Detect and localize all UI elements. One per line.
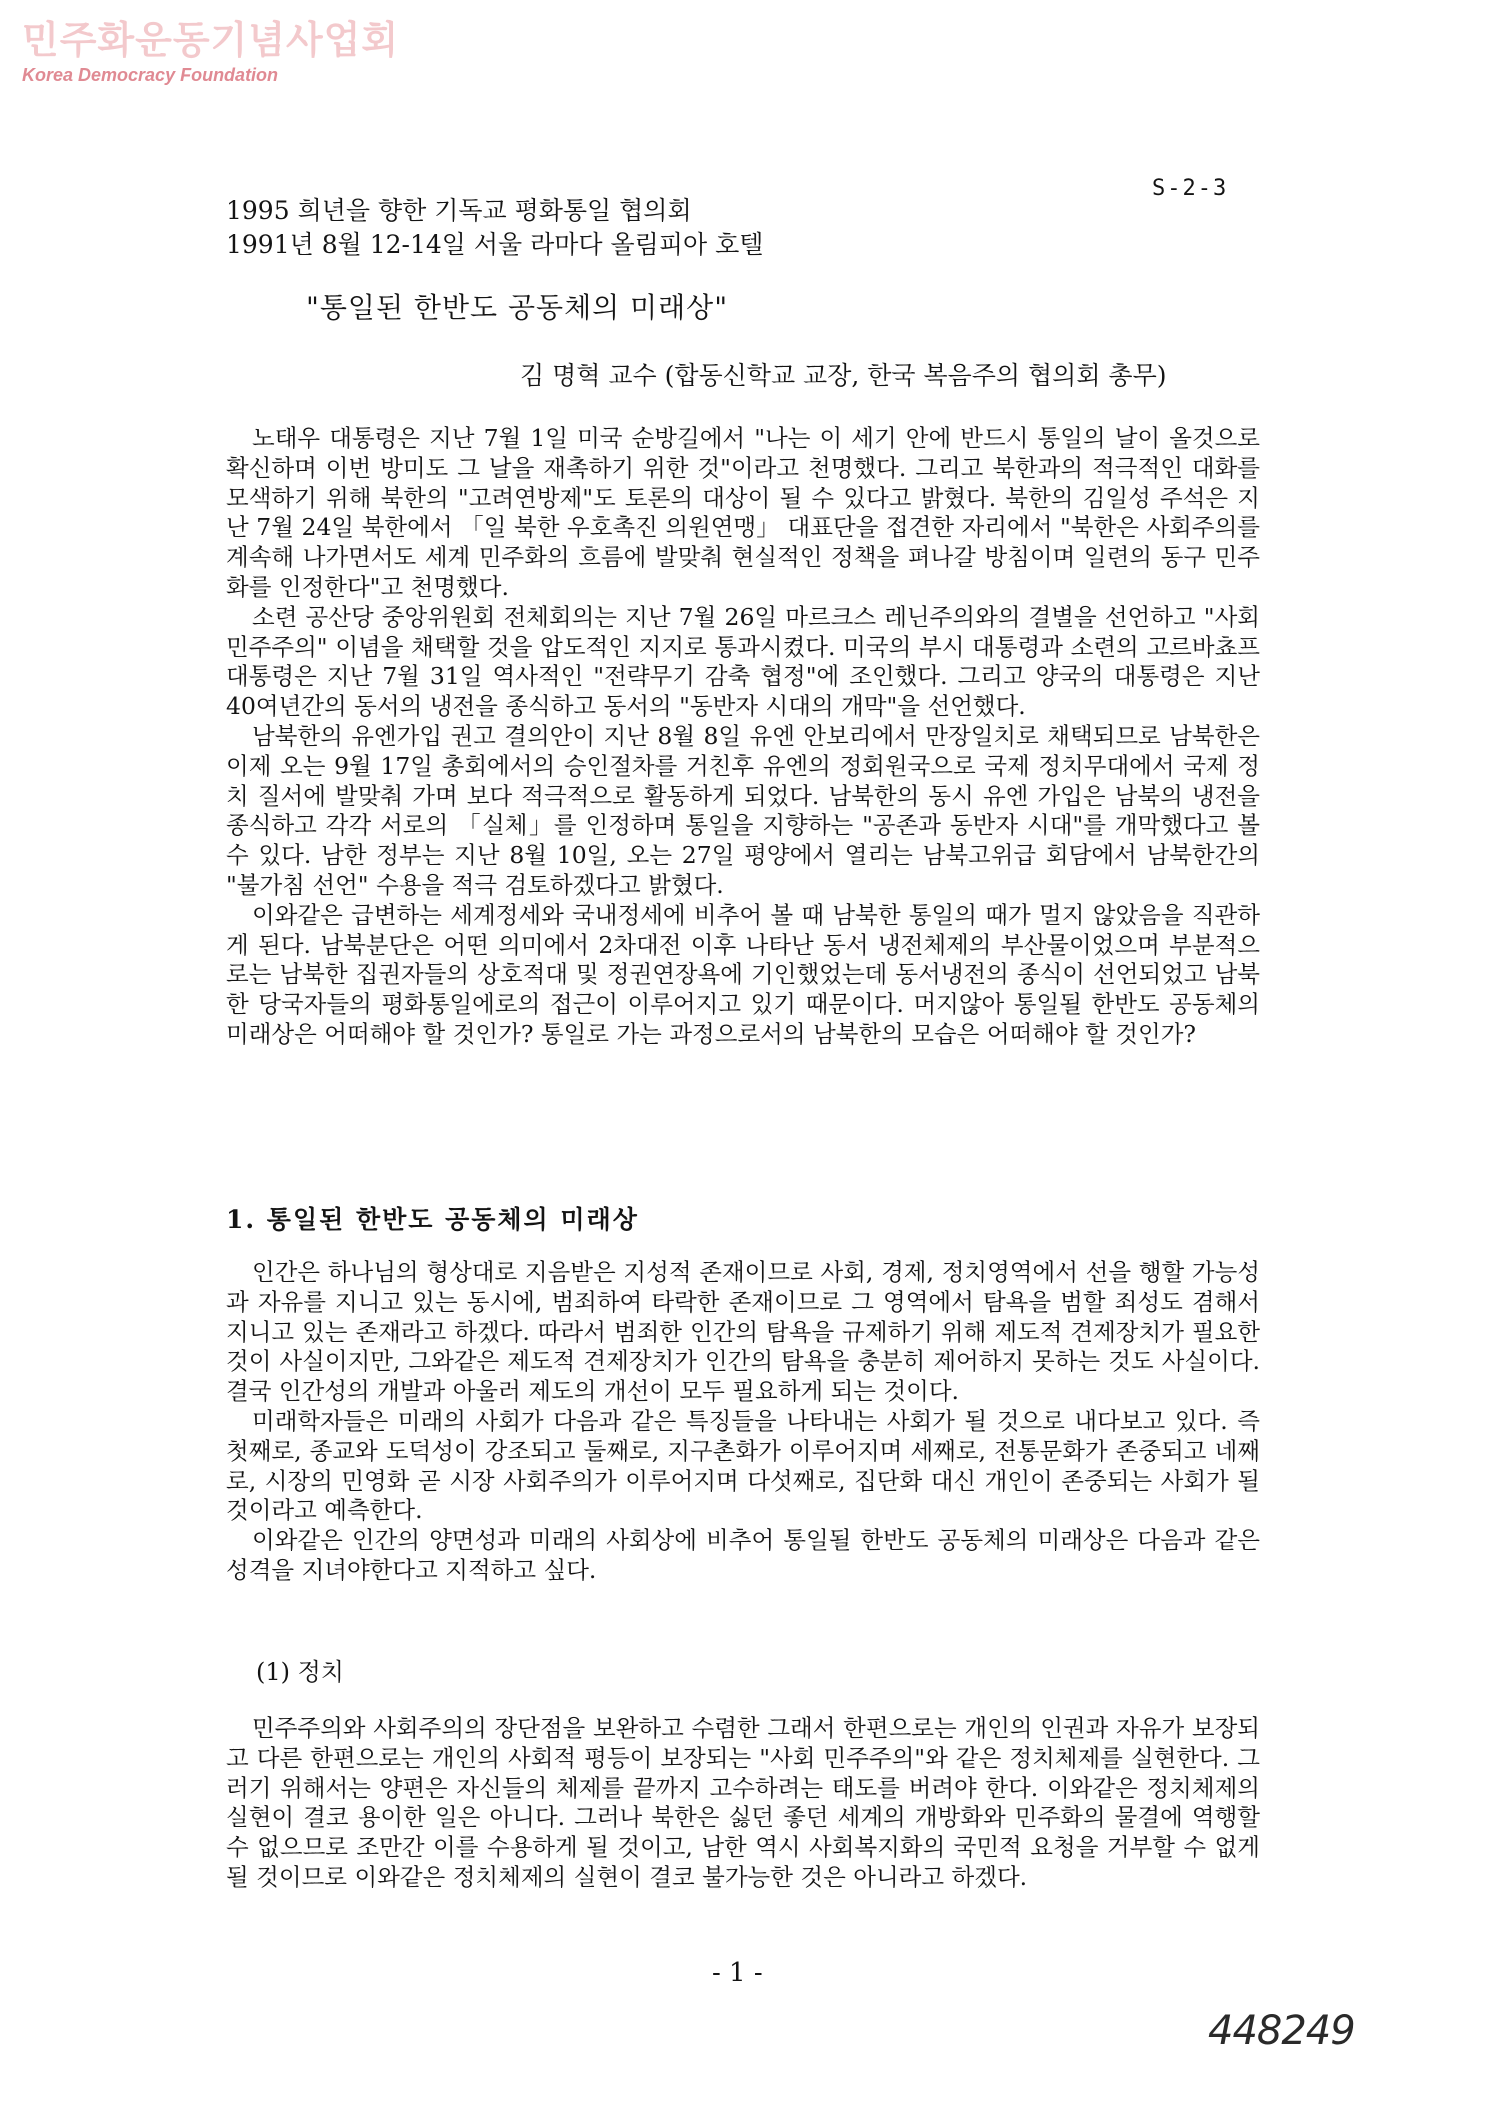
intro-section [226, 424, 1260, 1050]
intro-paragraph: 이와같은 급변하는 세계정세와 국내정세에 비추어 볼 때 남북한 통일의 때가 멀지 않았음을 직관하게 된다. 남북분단은 어떤 의미에서 2차대전 이후 나타난 동서 냉전체제의 부산물이었으며 부분적으로는 남북한 집권자들의 상호적대 및 정권연장욕에 기인했었는데 동서냉전의 종식이 선언되었고 남북한 당국자들의 평화통일에로의 접근이 이루어지고 있기 때문이다. 머지않아 통일될 한반도 공동체의 미래상은 어떠해야 할 것인가? 통일로 가는 과정으로서의 남북한의 모습은 어떠해야 할 것인가? [226, 900, 1260, 1048]
intro-paragraph: 남북한의 유엔가입 권고 결의안이 지난 8월 8일 유엔 안보리에서 만장일치로 채택되므로 남북한은 이제 오는 9월 17일 총회에서의 승인절차를 거친후 유엔의 정회원국으로 국제 정치무대에서 국제 정치 질서에 발맞춰 가며 보다 적극적으로 활동하게 되었다. 남북한의 동시 유엔 가입은 남북의 냉전을 종식하고 각각 서로의 「실체」를 인정하며 통일을 지향하는 "공존과 동반자 시대"를 개막했다고 볼 수 있다. 남한 정부는 지난 8월 10일, 오는 27일 평양에서 열리는 남북고위급 회담에서 남북한간의 "불가침 선언" 수용을 적극 검토하겠다고 밝혔다. [226, 721, 1260, 899]
subsection-politics-body [226, 1714, 1260, 1893]
header-line-1: 1995 희년을 향한 기독교 평화통일 협의회 [226, 196, 692, 225]
document-code: S-2-3 [1152, 176, 1229, 201]
subsection-politics-heading: (1) 정치 [256, 1658, 344, 1686]
intro-paragraph: 소련 공산당 중앙위원회 전체회의는 지난 7월 26일 마르크스 레닌주의와의 결별을 선언하고 "사회 민주주의" 이념을 채택할 것을 압도적인 지지로 통과시켰다. 미국의 부시 대통령과 소련의 고르바쵸프 대통령은 지난 7월 31일 역사적인 "전략무기 감축 협정"에 조인했다. 그리고 양국의 대통령은 지난 40여년간의 동서의 냉전을 종식하고 동서의 "동반자 시대의 개막"을 선언했다. [226, 602, 1260, 721]
document-header [226, 194, 763, 262]
section-1-paragraph: 이와같은 인간의 양면성과 미래의 사회상에 비추어 통일될 한반도 공동체의 미래상은 다음과 같은 성격을 지녀야한다고 지적하고 싶다. [226, 1526, 1260, 1584]
document-title: "통일된 한반도 공동체의 미래상" [306, 291, 729, 324]
document-author: 김 명혁 교수 (합동신학교 교장, 한국 복음주의 협의회 총무) [520, 361, 1167, 390]
section-1-paragraph: 인간은 하나님의 형상대로 지음받은 지성적 존재이므로 사회, 경제, 정치영역에서 선을 행할 가능성과 자유를 지니고 있는 동시에, 범죄하여 타락한 존재이므로 그 영역에서 탐욕을 범할 죄성도 겸해서 지니고 있는 존재라고 하겠다. 따라서 범죄한 인간의 탐욕을 규제하기 위해 제도적 견제장치가 필요한 것이 사실이지만, 그와같은 제도적 견제장치가 인간의 탐욕을 충분히 제어하지 못하는 것도 사실이다. 결국 인간성의 개발과 아울러 제도의 개선이 모두 필요하게 되는 것이다. [226, 1258, 1260, 1406]
header-line-2: 1991년 8월 12-14일 서울 라마다 올림피아 호텔 [226, 230, 764, 259]
page-number: - 1 - [712, 1958, 763, 1988]
subsection-paragraph: 민주주의와 사회주의의 장단점을 보완하고 수렴한 그래서 한편으로는 개인의 인권과 자유가 보장되고 다른 한편으로는 개인의 사회적 평등이 보장되는 "사회 민주주의"와 같은 정치체제를 실현한다. 그러기 위해서는 양편은 자신들의 체제를 끝까지 고수하려는 태도를 버려야 한다. 이와같은 정치체제의 실현이 결코 용이한 일은 아니다. 그러나 북한은 싫던 좋던 세계의 개방화와 민주화의 물결에 역행할 수 없으므로 조만간 이를 수용하게 될 것이고, 남한 역시 사회복지화의 국민적 요청을 거부할 수 없게 될 것이므로 이와같은 정치체제의 실현이 결코 불가능한 것은 아니라고 하겠다. [226, 1714, 1260, 1891]
watermark-english: Korea Democracy Foundation [22, 65, 279, 85]
section-1-heading: 1. 통일된 한반도 공동체의 미래상 [226, 1205, 639, 1234]
handwritten-archive-number: 448249 [1208, 2008, 1355, 2054]
section-1-body [226, 1258, 1260, 1586]
intro-paragraph: 노태우 대통령은 지난 7월 1일 미국 순방길에서 "나는 이 세기 안에 반드시 통일의 날이 올것으로 확신하며 이번 방미도 그 날을 재촉하기 위한 것"이라고 천명했다. 그리고 북한과의 적극적인 대화를 모색하기 위해 북한의 "고려연방제"도 토론의 대상이 될 수 있다고 밝혔다. 북한의 김일성 주석은 지난 7월 24일 북한에서 「일 북한 우호촉진 의원연맹」 대표단을 접견한 자리에서 "북한은 사회주의를 계속해 나가면서도 세계 민주화의 흐름에 발맞춰 현실적인 정책을 펴나갈 방침이며 일련의 동구 민주화를 인정한다"고 천명했다. [226, 424, 1260, 601]
section-1-paragraph: 미래학자들은 미래의 사회가 다음과 같은 특징들을 나타내는 사회가 될 것으로 내다보고 있다. 즉 첫째로, 종교와 도덕성이 강조되고 둘째로, 지구촌화가 이루어지며 세째로, 전통문화가 존중되고 네째로, 시장의 민영화 곧 시장 사회주의가 이루어지며 다섯째로, 집단화 대신 개인이 존중되는 사회가 될 것이라고 예측한다. [226, 1406, 1260, 1525]
watermark-logo [22, 18, 399, 86]
watermark-korean: 민주화운동기념사업회 [22, 18, 400, 62]
